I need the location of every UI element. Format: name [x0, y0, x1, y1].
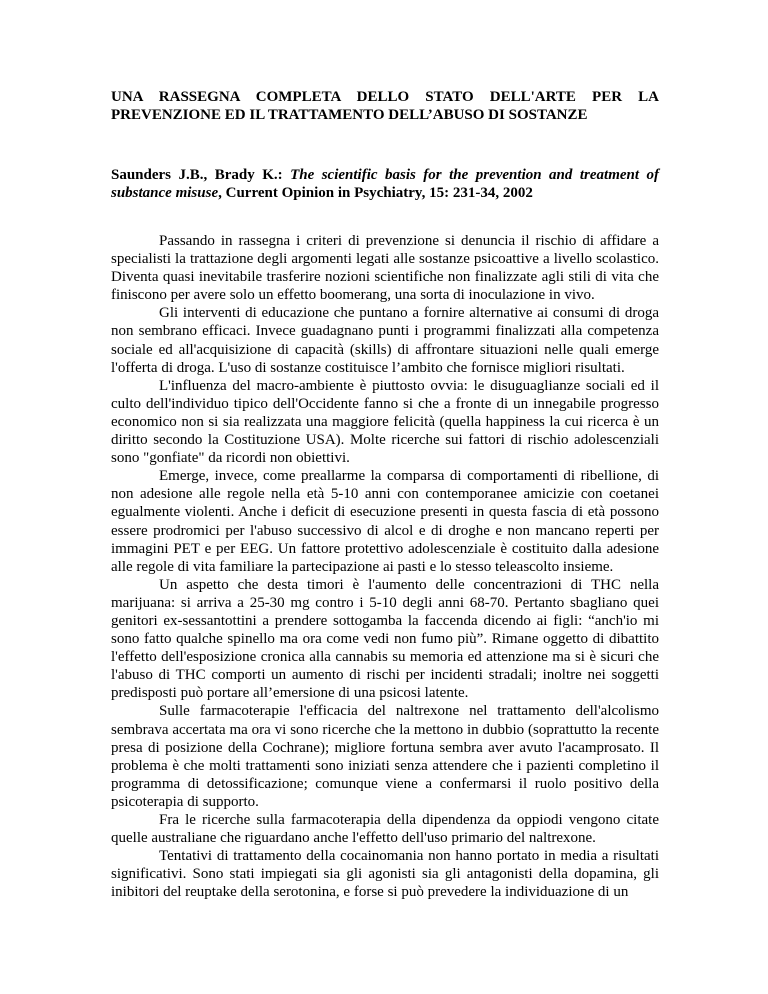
- citation-authors: Saunders J.B., Brady K.:: [111, 167, 291, 183]
- citation: [111, 166, 659, 202]
- citation-source: , Current Opinion in Psychiatry, 15: 231-34, 2002: [218, 185, 533, 201]
- paragraph: Emerge, invece, come preallarme la comparsa di comportamenti di ribellione, di non adesione alle regole nella età 5-10 anni con contemporanee amicizie con coetanei egualmente violenti. Anche i deficit di esecuzione presenti in questa fascia di età possono essere prodromici per l'abuso successivo di alcol e di droghe e non mancano reperti per immagini PET e per EEG. Un fattore protettivo adolescenziale è costituito dalla adesione alle regole di vita familiare la partecipazione ai pasti e lo stesso teleascolto insieme.: [111, 468, 659, 575]
- paragraph: Fra le ricerche sulla farmacoterapia della dipendenza da oppiodi vengono citate quelle australiane che riguardano anche l'effetto dell'uso primario del naltrexone.: [111, 812, 659, 847]
- paragraph: Sulle farmacoterapie l'efficacia del naltrexone nel trattamento dell'alcolismo sembrava accertata ma ora vi sono ricerche che la mettono in dubbio (soprattutto la recente presa di posizione della Cochrane); migliore fortuna sembra aver avuto l'acamprosato. Il problema è che molti trattamenti sono iniziati senza attendere che i pazienti completino il programma di detossificazione; comunque viene a confermarsi il ruolo positivo della psicoterapia di supporto.: [111, 703, 659, 810]
- citation-article-title: The scientific basis for the prevention and treatment of substance misuse: [111, 167, 659, 201]
- paragraph: Passando in rassegna i criteri di prevenzione si denuncia il rischio di affidare a specialisti la trattazione degli argomenti legati alle sostanze psicoattive a livello scolastico. Diventa quasi inevitabile trasferire nozioni scientifiche non finalizzate agli stili di vita che finiscono per avere solo un effetto boomerang, una sorta di inoculazione in vivo.: [111, 233, 659, 304]
- paragraph: Un aspetto che desta timori è l'aumento delle concentrazioni di THC nella marijuana: si arriva a 25-30 mg contro i 5-10 degli anni 68-70. Pertanto sbagliano quei genitori ex-sessantottini a prendere sottogamba la faccenda dicendo ai figli: “anch'io mi sono fatto qualche spinello ma ora come vedi non fumo più”. Rimane oggetto di dibattito l'effetto dell'esposizione cronica alla cannabis su memoria ed attenzione ma si è sicuri che l'abuso di THC comporti un aumento di rischi per incidenti stradali; inoltre nei soggetti predisposti può portare all’emersione di una psicosi latente.: [111, 576, 659, 702]
- paragraph: Tentativi di trattamento della cocainomania non hanno portato in media a risultati significativi. Sono stati impiegati sia gli agonisti sia gli antagonisti della dopamina, gli inibitori del reuptake della serotonina, e forse si può prevedere la individuazione di un: [111, 848, 659, 901]
- paragraph: L'influenza del macro-ambiente è piuttosto ovvia: le disuguaglianze sociali ed il culto dell'individuo tipico dell'Occidente fanno si che a fronte di un innegabile progresso economico non si sia realizzata una maggiore felicità (quella happiness la cui ricerca è un diritto secondo la Costituzione USA). Molte ricerche sui fattori di rischio adolescenziali sono "gonfiate" da ricordi non obiettivi.: [111, 377, 659, 467]
- paragraph: Gli interventi di educazione che puntano a fornire alternative ai consumi di droga non sembrano efficaci. Invece guadagnano punti i programmi finalizzati alla competenza sociale ed all'acquisizione di capacità (skills) di affrontare situazioni nelle quali emerge l'offerta di droga. L'uso di sostanze costituisce l’ambito che fornisce migliori risultati.: [111, 305, 659, 376]
- document-title: UNA RASSEGNA COMPLETA DELLO STATO DELL'ARTE PER LA PREVENZIONE ED IL TRATTAMENTO DELL’ABUSO DI SOSTANZE: [111, 89, 659, 123]
- document-body: [111, 232, 659, 901]
